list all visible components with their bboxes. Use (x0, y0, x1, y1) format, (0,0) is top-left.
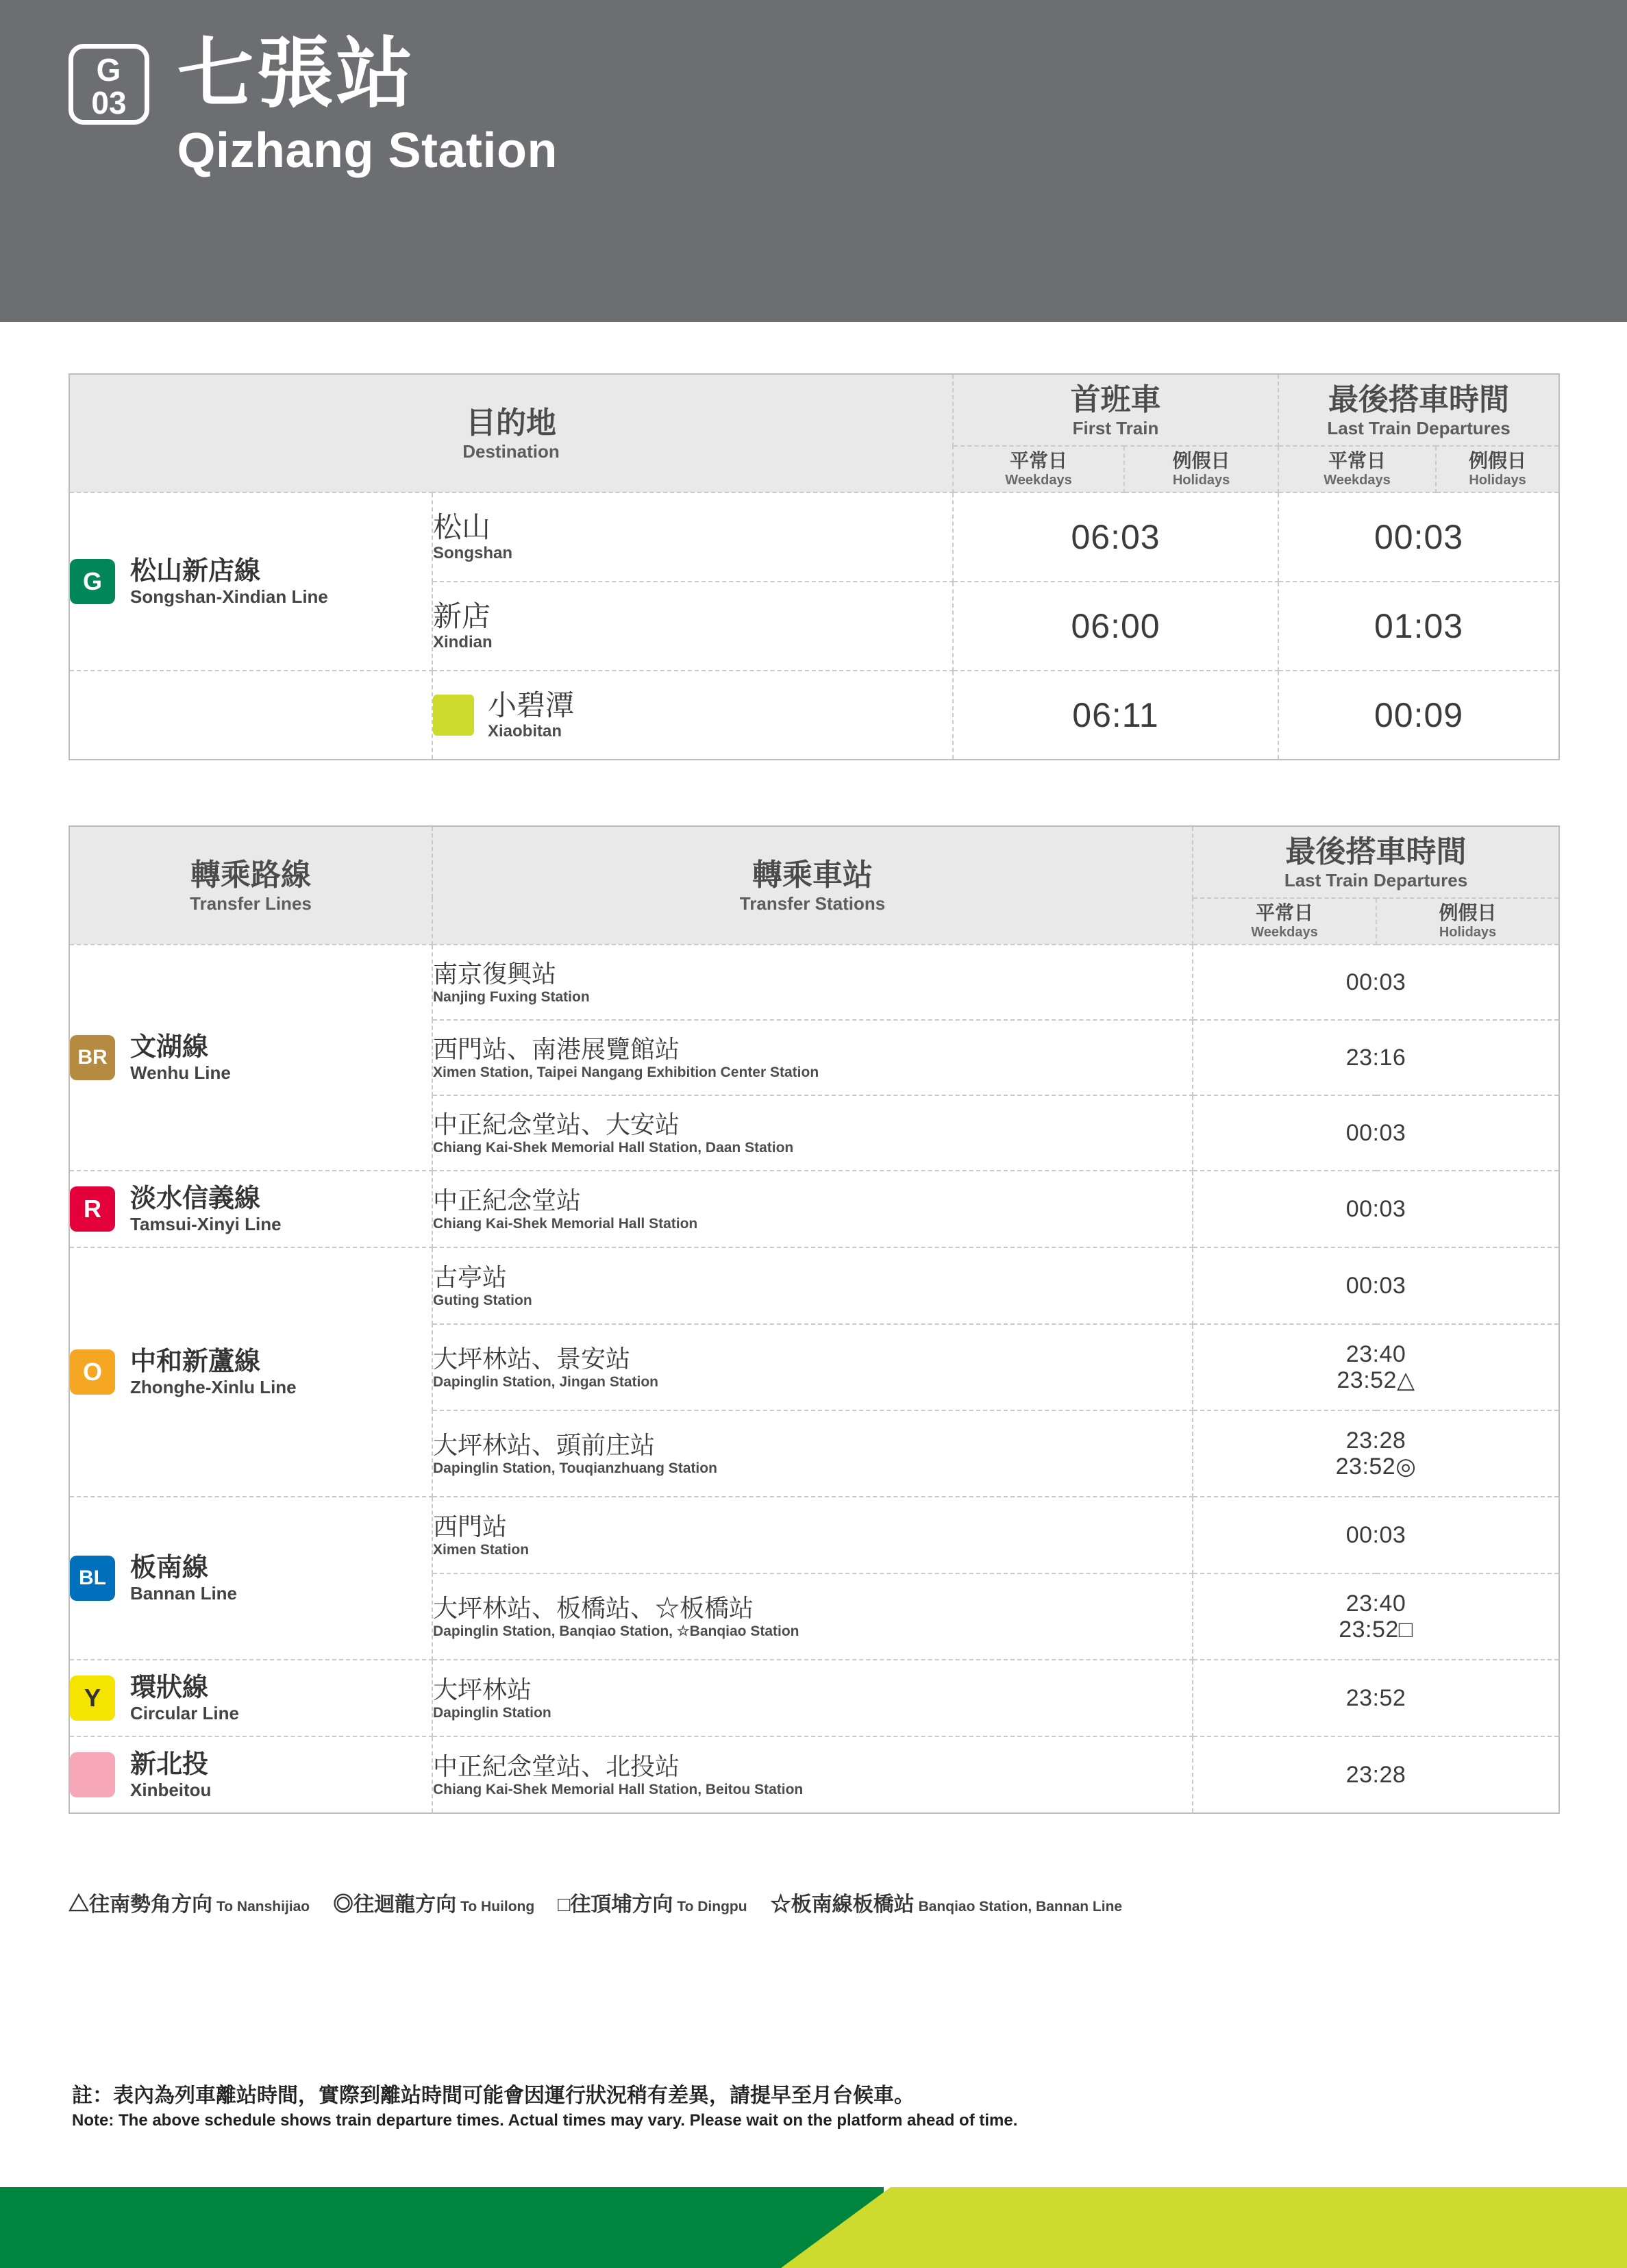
page-header (0, 0, 1627, 322)
transfer-last-time: 00:03 (1193, 1171, 1559, 1247)
transfer-lines-header-en: Transfer Lines (190, 893, 312, 914)
footnote (72, 2082, 1511, 2132)
transfer-col-stations (432, 826, 1193, 945)
transfer-station (432, 1324, 1193, 1410)
transfer-last-time: 23:28 (1193, 1736, 1559, 1813)
destination-xindian (432, 582, 953, 671)
line-badge-y: Y (70, 1675, 115, 1721)
transfer-station (432, 945, 1193, 1020)
first-train-holidays-header (1124, 446, 1278, 493)
footer-green-block (0, 2187, 884, 2268)
destination-header-en: Destination (462, 440, 560, 462)
footnote-en: Note: The above schedule shows train departure times. Actual times may vary. Please wait on the platform ahead of time. (72, 2111, 1018, 2130)
transfer-last-train-header-zh: 最後搭車時間 (1285, 834, 1467, 869)
first-train-header-en: First Train (1072, 417, 1159, 438)
station-name-zh: 七張站 (177, 31, 416, 116)
schedule-col-first-train (953, 374, 1278, 446)
schedule-table (69, 373, 1560, 760)
table-row (69, 1247, 1559, 1324)
footer-diagonal-shape (781, 2187, 891, 2268)
line-name-zh: 板南線 (130, 1554, 209, 1582)
table-row (69, 1497, 1559, 1573)
transfer-station (432, 1573, 1193, 1660)
transfer-stations-header-zh: 轉乘車站 (752, 858, 873, 892)
schedule-table-wrapper (69, 373, 1558, 760)
transfer-last-time-b: 23:52△ (1337, 1367, 1415, 1393)
transfer-station-zh: 大坪林站、板橋站、☆板橋站 (433, 1593, 754, 1622)
transfer-last-time-multi (1193, 1573, 1559, 1660)
transfer-last-time: 00:03 (1193, 1095, 1559, 1171)
first-train-time: 06:03 (953, 493, 1278, 582)
footer-lime-block (891, 2187, 1627, 2268)
line-name-zh: 松山新店線 (130, 557, 261, 586)
transfer-station-en: Chiang Kai-Shek Memorial Hall Station (433, 1215, 698, 1232)
transfer-station-en: Guting Station (433, 1292, 532, 1308)
transfer-station (432, 1247, 1193, 1324)
weekdays-zh-1: 平常日 (1010, 450, 1068, 471)
holidays-zh-3: 例假日 (1439, 902, 1497, 923)
header-content (69, 33, 558, 179)
transfer-last-time: 00:03 (1193, 1497, 1559, 1573)
transfer-station-en: Dapinglin Station, Jingan Station (433, 1373, 658, 1390)
transfer-station-zh: 西門站、南港展覽館站 (433, 1034, 680, 1063)
transfer-station-en: Chiang Kai-Shek Memorial Hall Station, Daan Station (433, 1139, 794, 1156)
legend-en: To Nanshijiao (216, 1899, 310, 1915)
transfer-last-time: 00:03 (1193, 1247, 1559, 1324)
transfer-station-en: Dapinglin Station (433, 1704, 551, 1721)
table-row (69, 1736, 1559, 1813)
last-train-weekdays-header (1278, 446, 1436, 493)
transfer-line-wenhu (69, 945, 432, 1171)
transfer-last-time-multi (1193, 1410, 1559, 1497)
line-name-en: Circular Line (130, 1703, 239, 1723)
line-name-zh: 淡水信義線 (130, 1184, 261, 1213)
line-badge-r: R (70, 1186, 115, 1232)
transfer-last-time: 23:52 (1193, 1660, 1559, 1736)
weekdays-en-3: Weekdays (1251, 925, 1318, 940)
transfer-station-zh: 中正紀念堂站、北投站 (433, 1752, 680, 1780)
last-train-header-zh: 最後搭車時間 (1328, 382, 1510, 416)
branch-color-swatch (433, 695, 474, 736)
legend-zh: ◎往迴龍方向 (333, 1893, 457, 1916)
legend-en: To Dingpu (677, 1899, 747, 1915)
weekdays-zh-2: 平常日 (1328, 450, 1387, 471)
line-badge-o: O (70, 1349, 115, 1395)
transfer-station (432, 1171, 1193, 1247)
destination-zh: 松山 (433, 511, 491, 543)
last-train-holidays-header (1436, 446, 1559, 493)
transfer-station-zh: 大坪林站、景安站 (433, 1344, 631, 1373)
line-badge-g: G (70, 559, 115, 604)
transfer-last-time-b: 23:52□ (1339, 1617, 1413, 1643)
line-name-en: Tamsui-Xinyi Line (130, 1214, 282, 1234)
transfer-last-time: 23:16 (1193, 1020, 1559, 1095)
legend (69, 1887, 1558, 1917)
transfer-col-last-train (1193, 826, 1559, 898)
destination-zh: 新店 (433, 600, 491, 632)
schedule-header-row-1 (69, 374, 1559, 446)
schedule-line-songshan-xindian (69, 493, 432, 671)
legend-zh: □往頂埔方向 (558, 1893, 673, 1916)
holidays-zh-2: 例假日 (1469, 450, 1527, 471)
transfer-station (432, 1095, 1193, 1171)
holidays-en-2: Holidays (1469, 473, 1526, 488)
table-row (69, 493, 1559, 582)
transfer-line-zhonghe-xinlu (69, 1247, 432, 1497)
table-row (69, 1660, 1559, 1736)
station-code-line-letter: G (96, 52, 122, 88)
destination-en: Songshan (433, 544, 513, 562)
line-name-en: Xinbeitou (130, 1780, 212, 1800)
weekdays-en-1: Weekdays (1005, 473, 1072, 488)
transfer-station-en: Chiang Kai-Shek Memorial Hall Station, Beitou Station (433, 1781, 804, 1797)
last-train-time: 00:09 (1278, 671, 1559, 760)
transfer-station (432, 1020, 1193, 1095)
transfer-station-en: Ximen Station (433, 1541, 530, 1558)
legend-item (69, 1887, 310, 1917)
weekdays-zh-3: 平常日 (1255, 902, 1313, 923)
legend-item (771, 1887, 1123, 1917)
line-badge-bl: BL (70, 1556, 115, 1601)
transfer-weekdays-header (1193, 898, 1376, 945)
transfer-station (432, 1660, 1193, 1736)
transfer-holidays-header (1376, 898, 1559, 945)
transfer-col-lines (69, 826, 432, 945)
table-row (69, 945, 1559, 1020)
transfer-last-time-b: 23:52◎ (1335, 1454, 1417, 1480)
first-train-time: 06:11 (953, 671, 1278, 760)
station-name-en: Qizhang Station (177, 123, 558, 178)
transfer-station-zh: 中正紀念堂站 (433, 1186, 582, 1214)
transfer-station-en: Dapinglin Station, Banqiao Station, ☆Banqiao Station (433, 1623, 799, 1639)
destination-zh: 小碧潭 (488, 689, 575, 721)
transfer-table-wrapper (69, 825, 1558, 1814)
transfer-station (432, 1410, 1193, 1497)
legend-zh: ☆板南線板橋站 (770, 1893, 915, 1916)
footer-decorative-bar (0, 2187, 1627, 2268)
station-code-badge (69, 44, 149, 125)
transfer-station-zh: 南京復興站 (433, 959, 557, 988)
transfer-line-bannan (69, 1497, 432, 1660)
transfer-station-zh: 古亭站 (433, 1262, 508, 1291)
weekdays-en-2: Weekdays (1324, 473, 1391, 488)
transfer-line-xinbeitou (69, 1736, 432, 1813)
transfer-last-time-multi (1193, 1324, 1559, 1410)
transfer-station-en: Nanjing Fuxing Station (433, 988, 590, 1005)
line-name-en: Zhonghe-Xinlu Line (130, 1377, 297, 1397)
holidays-en-1: Holidays (1172, 473, 1230, 488)
transfer-station (432, 1497, 1193, 1573)
table-row (69, 1171, 1559, 1247)
table-row (69, 671, 1559, 760)
transfer-lines-header-zh: 轉乘路線 (190, 858, 311, 892)
transfer-station (432, 1736, 1193, 1813)
schedule-col-destination (69, 374, 953, 493)
line-name-zh: 文湖線 (130, 1033, 209, 1062)
last-train-time: 01:03 (1278, 582, 1559, 671)
legend-item (333, 1887, 534, 1917)
schedule-line-empty (69, 671, 432, 760)
transfer-station-en: Ximen Station, Taipei Nangang Exhibition Center Station (433, 1064, 819, 1080)
line-badge-br: BR (70, 1035, 115, 1080)
transfer-last-time-a: 23:40 (1345, 1341, 1406, 1367)
line-name-zh: 環狀線 (130, 1673, 209, 1702)
legend-en: Banqiao Station, Bannan Line (918, 1899, 1123, 1915)
last-train-header-en: Last Train Departures (1327, 417, 1511, 438)
transfer-last-train-header-en: Last Train Departures (1284, 869, 1468, 890)
destination-header-zh: 目的地 (466, 406, 556, 440)
destination-xiaobitan (432, 671, 953, 760)
transfer-station-zh: 西門站 (433, 1512, 508, 1541)
first-train-weekdays-header (953, 446, 1124, 493)
legend-en: To Huilong (460, 1899, 535, 1915)
transfer-table (69, 825, 1560, 1814)
footnote-zh: 註：表內為列車離站時間，實際到離站時間可能會因運行狀況稍有差異，請提早至月台候車。 (72, 2084, 915, 2107)
holidays-en-3: Holidays (1439, 925, 1497, 940)
line-name-en: Songshan-Xindian Line (130, 586, 328, 607)
destination-songshan (432, 493, 953, 582)
line-name-zh: 中和新蘆線 (130, 1347, 261, 1376)
transfer-station-zh: 大坪林站、頭前庄站 (433, 1430, 656, 1459)
station-code-number: 03 (91, 85, 127, 121)
line-name-zh: 新北投 (130, 1750, 209, 1779)
line-name-en: Wenhu Line (130, 1062, 231, 1083)
first-train-header-zh: 首班車 (1070, 382, 1161, 416)
destination-en: Xiaobitan (488, 722, 562, 740)
line-badge-xinbeitou (70, 1752, 115, 1797)
station-names (177, 33, 557, 179)
legend-zh: △往南勢角方向 (69, 1893, 212, 1916)
transfer-last-time-a: 23:40 (1345, 1591, 1406, 1617)
destination-en: Xindian (433, 633, 493, 651)
holidays-zh-1: 例假日 (1172, 450, 1230, 471)
line-name-en: Bannan Line (130, 1583, 238, 1604)
transfer-header-row-1 (69, 826, 1559, 898)
transfer-last-time-a: 23:28 (1345, 1428, 1406, 1454)
transfer-line-tamsui-xinyi (69, 1171, 432, 1247)
first-train-time: 06:00 (953, 582, 1278, 671)
transfer-stations-header-en: Transfer Stations (739, 893, 886, 914)
transfer-station-zh: 中正紀念堂站、大安站 (433, 1110, 680, 1138)
transfer-line-circular (69, 1660, 432, 1736)
transfer-station-zh: 大坪林站 (433, 1675, 532, 1704)
transfer-last-time: 00:03 (1193, 945, 1559, 1020)
schedule-col-last-train (1278, 374, 1559, 446)
transfer-station-en: Dapinglin Station, Touqianzhuang Station (433, 1460, 717, 1476)
last-train-time: 00:03 (1278, 493, 1559, 582)
legend-item (558, 1887, 747, 1917)
